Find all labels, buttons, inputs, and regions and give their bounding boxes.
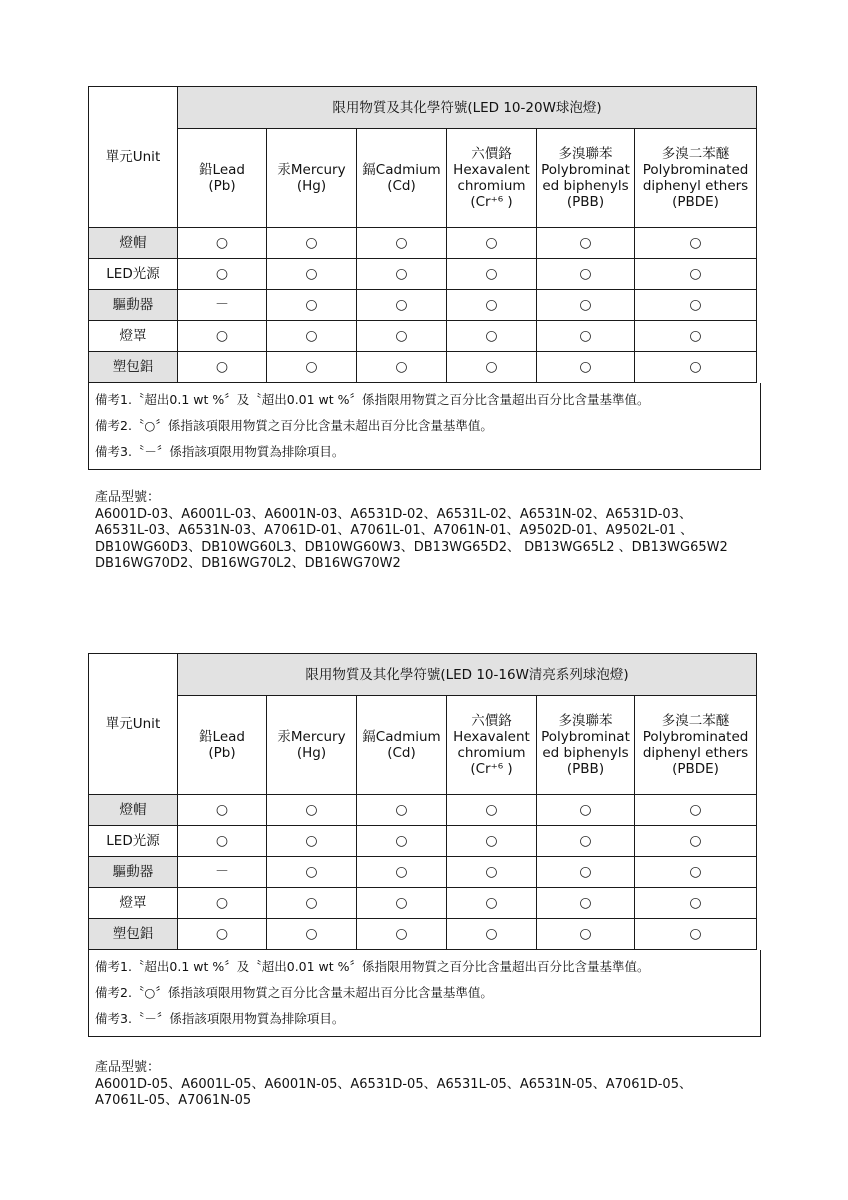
status-symbol: ○ bbox=[537, 228, 635, 259]
status-symbol: ○ bbox=[447, 321, 537, 352]
models-line: A6531L-03、A6531N-03、A7061D-01、A7061L-01、A7061N-01、A9502D-01、A9502L-01 、 bbox=[95, 523, 694, 538]
table-title: 限用物質及其化學符號(LED 10-16W清亮系列球泡燈) bbox=[178, 654, 757, 696]
status-symbol: ○ bbox=[447, 290, 537, 321]
status-symbol: ○ bbox=[267, 290, 357, 321]
status-symbol: ○ bbox=[635, 321, 757, 352]
status-symbol: ○ bbox=[357, 259, 447, 290]
table-row bbox=[89, 919, 757, 950]
part-name: LED光源 bbox=[89, 259, 178, 290]
product-models-2 bbox=[95, 1060, 775, 1110]
status-symbol: ○ bbox=[267, 259, 357, 290]
notes-box bbox=[88, 950, 761, 1037]
part-name: 塑包鋁 bbox=[89, 919, 178, 950]
table-row bbox=[89, 321, 757, 352]
column-header-pbde: 多溴二苯醚 Polybrominated diphenyl ethers (PBDE) bbox=[635, 696, 757, 795]
status-symbol: ○ bbox=[635, 352, 757, 383]
models-line: A6001D-05、A6001L-05、A6001N-05、A6531D-05、A6531L-05、A6531N-05、A7061D-05、 bbox=[95, 1076, 692, 1092]
column-header-mercury: 汞Mercury (Hg) bbox=[267, 129, 357, 228]
status-symbol: ○ bbox=[635, 290, 757, 321]
models-label: 產品型號： bbox=[95, 490, 161, 505]
status-symbol: ○ bbox=[447, 228, 537, 259]
table-row bbox=[89, 290, 757, 321]
status-symbol: ○ bbox=[537, 290, 635, 321]
status-symbol: ○ bbox=[635, 888, 757, 919]
column-header-chromium: 六價鉻 Hexavalent chromium (Cr⁺⁶ ) bbox=[447, 129, 537, 228]
note-1: 備考1.〝超出0.1 wt %〞及〝超出0.01 wt %〞係指限用物質之百分比含量超出百分比含量基準值。 bbox=[95, 959, 650, 974]
note-3: 備考3.〝－〞係指該項限用物質為排除項目。 bbox=[95, 444, 345, 459]
status-symbol: ○ bbox=[267, 826, 357, 857]
status-symbol: ○ bbox=[537, 826, 635, 857]
models-line: DB16WG70D2、DB16WG70L2、DB16WG70W2 bbox=[95, 556, 401, 571]
part-name: 燈帽 bbox=[89, 228, 178, 259]
status-symbol: ○ bbox=[635, 919, 757, 950]
column-header-lead: 鉛Lead (Pb) bbox=[178, 696, 267, 795]
status-symbol: ○ bbox=[447, 826, 537, 857]
status-symbol: ○ bbox=[178, 826, 267, 857]
unit-header: 單元Unit bbox=[89, 654, 178, 795]
table-row bbox=[89, 857, 757, 888]
models-line: A7061L-05、A7061N-05 bbox=[95, 1093, 252, 1108]
status-symbol: ○ bbox=[178, 795, 267, 826]
status-symbol: ○ bbox=[357, 321, 447, 352]
status-symbol: ○ bbox=[267, 352, 357, 383]
status-symbol: ○ bbox=[447, 795, 537, 826]
part-name: 塑包鋁 bbox=[89, 352, 178, 383]
status-symbol: ○ bbox=[635, 795, 757, 826]
status-symbol: － bbox=[178, 290, 267, 321]
status-symbol: ○ bbox=[447, 857, 537, 888]
status-symbol: ○ bbox=[635, 259, 757, 290]
status-symbol: ○ bbox=[635, 857, 757, 888]
models-line: DB10WG60D3、DB10WG60L3、DB10WG60W3、DB13WG65D2、 DB13WG65L2 、DB13WG65W2 bbox=[95, 539, 728, 555]
unit-header: 單元Unit bbox=[89, 87, 178, 228]
substance-table bbox=[88, 653, 757, 950]
rohs-table-block-1 bbox=[88, 86, 756, 470]
column-header-cadmium: 鎘Cadmium (Cd) bbox=[357, 696, 447, 795]
status-symbol: ○ bbox=[537, 321, 635, 352]
column-header-pbde: 多溴二苯醚 Polybrominated diphenyl ethers (PBDE) bbox=[635, 129, 757, 228]
status-symbol: ○ bbox=[357, 826, 447, 857]
status-symbol: ○ bbox=[178, 888, 267, 919]
part-name: 驅動器 bbox=[89, 857, 178, 888]
part-name: LED光源 bbox=[89, 826, 178, 857]
rohs-table-block-2 bbox=[88, 653, 756, 1037]
status-symbol: ○ bbox=[635, 826, 757, 857]
models-line: A6001D-03、A6001L-03、A6001N-03、A6531D-02、A6531L-02、A6531N-02、A6531D-03、 bbox=[95, 506, 692, 522]
table-row bbox=[89, 228, 757, 259]
status-symbol: ○ bbox=[357, 795, 447, 826]
status-symbol: － bbox=[178, 857, 267, 888]
table-title: 限用物質及其化學符號(LED 10-20W球泡燈) bbox=[178, 87, 757, 129]
note-2: 備考2.〝○〞係指該項限用物質之百分比含量未超出百分比含量基準值。 bbox=[95, 418, 493, 433]
status-symbol: ○ bbox=[178, 228, 267, 259]
note-1: 備考1.〝超出0.1 wt %〞及〝超出0.01 wt %〞係指限用物質之百分比含量超出百分比含量基準值。 bbox=[95, 392, 650, 407]
column-header-pbb: 多溴聯苯 Polybrominat ed biphenyls (PBB) bbox=[537, 696, 635, 795]
status-symbol: ○ bbox=[537, 259, 635, 290]
status-symbol: ○ bbox=[537, 795, 635, 826]
status-symbol: ○ bbox=[267, 795, 357, 826]
status-symbol: ○ bbox=[537, 888, 635, 919]
table-row bbox=[89, 259, 757, 290]
status-symbol: ○ bbox=[178, 321, 267, 352]
part-name: 驅動器 bbox=[89, 290, 178, 321]
status-symbol: ○ bbox=[537, 352, 635, 383]
column-header-pbb: 多溴聯苯 Polybrominat ed biphenyls (PBB) bbox=[537, 129, 635, 228]
substance-table bbox=[88, 86, 757, 383]
table-row bbox=[89, 826, 757, 857]
part-name: 燈罩 bbox=[89, 888, 178, 919]
models-label: 產品型號： bbox=[95, 1060, 161, 1075]
product-models-1 bbox=[95, 490, 775, 573]
status-symbol: ○ bbox=[537, 857, 635, 888]
status-symbol: ○ bbox=[357, 857, 447, 888]
table-row bbox=[89, 795, 757, 826]
status-symbol: ○ bbox=[178, 919, 267, 950]
status-symbol: ○ bbox=[447, 352, 537, 383]
status-symbol: ○ bbox=[357, 228, 447, 259]
status-symbol: ○ bbox=[178, 352, 267, 383]
status-symbol: ○ bbox=[537, 919, 635, 950]
note-3: 備考3.〝－〞係指該項限用物質為排除項目。 bbox=[95, 1011, 345, 1026]
status-symbol: ○ bbox=[635, 228, 757, 259]
status-symbol: ○ bbox=[178, 259, 267, 290]
table-row bbox=[89, 352, 757, 383]
status-symbol: ○ bbox=[447, 919, 537, 950]
status-symbol: ○ bbox=[267, 919, 357, 950]
status-symbol: ○ bbox=[447, 888, 537, 919]
column-header-cadmium: 鎘Cadmium (Cd) bbox=[357, 129, 447, 228]
status-symbol: ○ bbox=[357, 919, 447, 950]
table-row bbox=[89, 888, 757, 919]
status-symbol: ○ bbox=[267, 857, 357, 888]
note-2: 備考2.〝○〞係指該項限用物質之百分比含量未超出百分比含量基準值。 bbox=[95, 985, 493, 1000]
status-symbol: ○ bbox=[267, 321, 357, 352]
part-name: 燈帽 bbox=[89, 795, 178, 826]
notes-box bbox=[88, 383, 761, 470]
status-symbol: ○ bbox=[357, 290, 447, 321]
status-symbol: ○ bbox=[267, 888, 357, 919]
status-symbol: ○ bbox=[357, 352, 447, 383]
part-name: 燈罩 bbox=[89, 321, 178, 352]
column-header-mercury: 汞Mercury (Hg) bbox=[267, 696, 357, 795]
status-symbol: ○ bbox=[267, 228, 357, 259]
column-header-chromium: 六價鉻 Hexavalent chromium (Cr⁺⁶ ) bbox=[447, 696, 537, 795]
status-symbol: ○ bbox=[447, 259, 537, 290]
column-header-lead: 鉛Lead (Pb) bbox=[178, 129, 267, 228]
status-symbol: ○ bbox=[357, 888, 447, 919]
